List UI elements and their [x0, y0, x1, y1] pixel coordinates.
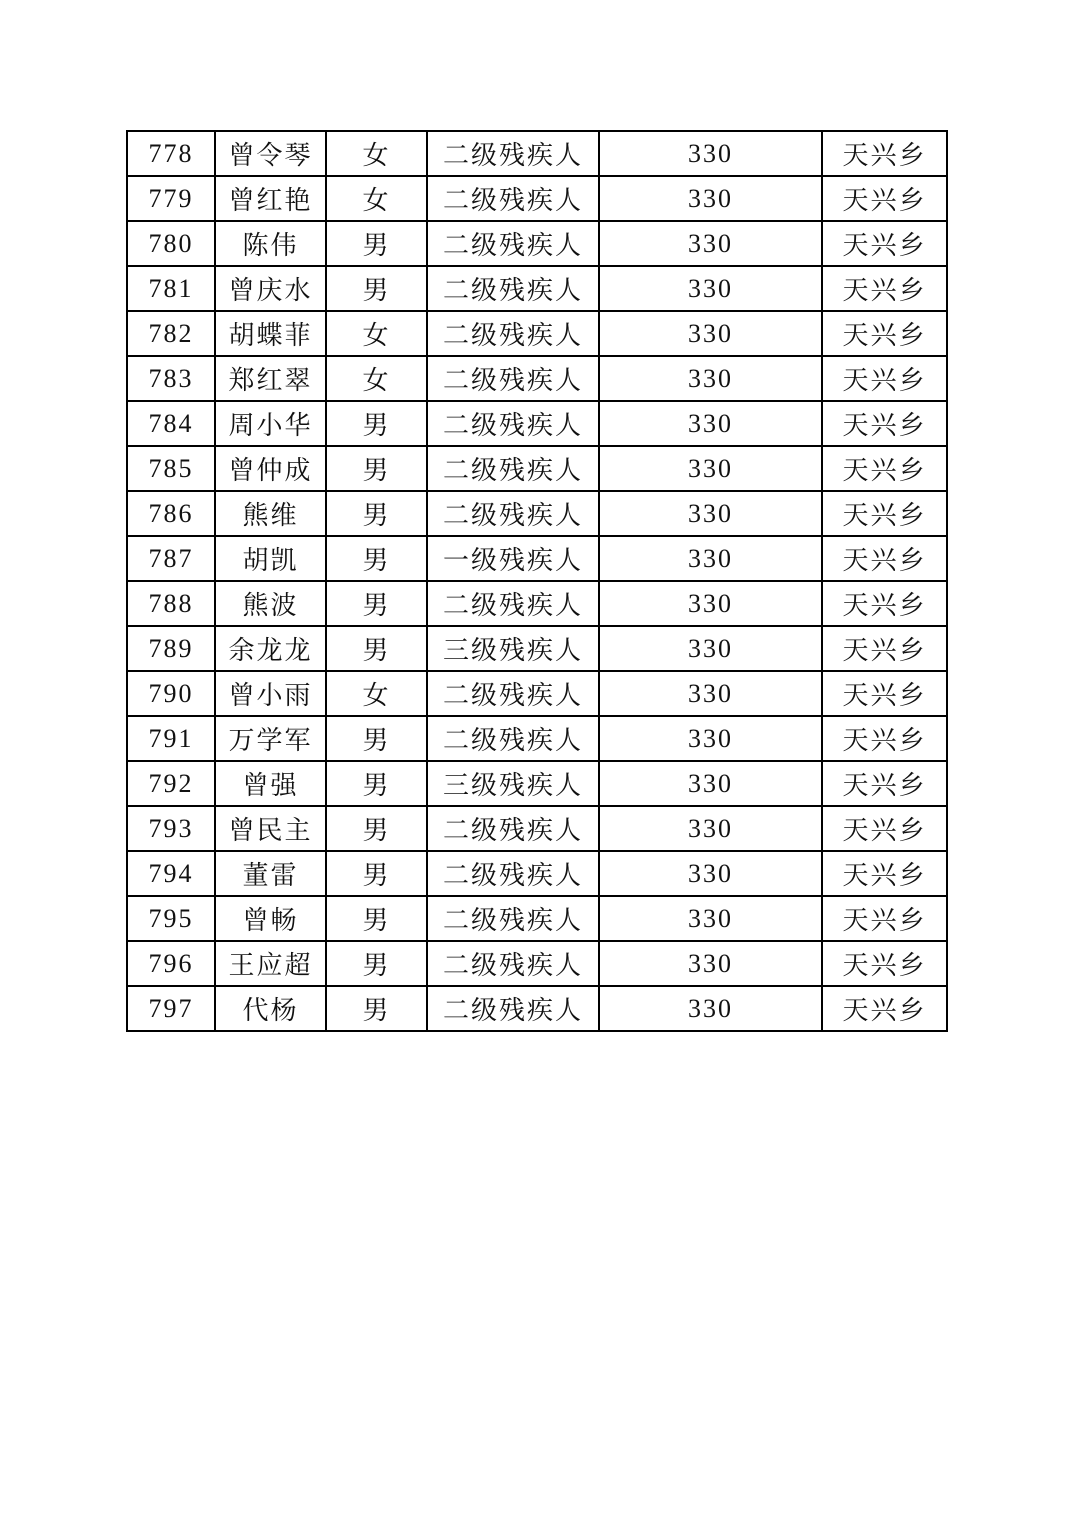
cell-gender: 男: [326, 716, 427, 761]
cell-serial-number: 796: [127, 941, 215, 986]
cell-name: 王应超: [215, 941, 326, 986]
cell-serial-number: 795: [127, 896, 215, 941]
table-row: [127, 761, 947, 806]
table-row: [127, 176, 947, 221]
cell-name: 曾民主: [215, 806, 326, 851]
cell-name: 郑红翠: [215, 356, 326, 401]
cell-township: 天兴乡: [822, 221, 947, 266]
cell-gender: 男: [326, 986, 427, 1031]
cell-gender: 男: [326, 806, 427, 851]
table-row: [127, 896, 947, 941]
cell-amount: 330: [599, 761, 822, 806]
cell-disability-level: 二级残疾人: [427, 401, 599, 446]
cell-name: 周小华: [215, 401, 326, 446]
cell-name: 陈伟: [215, 221, 326, 266]
cell-name: 曾仲成: [215, 446, 326, 491]
cell-disability-level: 二级残疾人: [427, 941, 599, 986]
table-row: [127, 671, 947, 716]
cell-name: 余龙龙: [215, 626, 326, 671]
cell-gender: 男: [326, 761, 427, 806]
cell-gender: 男: [326, 581, 427, 626]
cell-serial-number: 781: [127, 266, 215, 311]
cell-township: 天兴乡: [822, 761, 947, 806]
table-row: [127, 536, 947, 581]
cell-serial-number: 797: [127, 986, 215, 1031]
cell-disability-level: 一级残疾人: [427, 536, 599, 581]
table-row: [127, 401, 947, 446]
cell-disability-level: 二级残疾人: [427, 266, 599, 311]
table-body: [127, 131, 947, 1031]
cell-amount: 330: [599, 176, 822, 221]
table-row: [127, 311, 947, 356]
cell-serial-number: 787: [127, 536, 215, 581]
cell-gender: 男: [326, 401, 427, 446]
cell-name: 曾强: [215, 761, 326, 806]
cell-serial-number: 784: [127, 401, 215, 446]
cell-township: 天兴乡: [822, 986, 947, 1031]
cell-name: 胡凯: [215, 536, 326, 581]
cell-amount: 330: [599, 401, 822, 446]
cell-serial-number: 792: [127, 761, 215, 806]
cell-gender: 女: [326, 131, 427, 176]
table-row: [127, 221, 947, 266]
cell-gender: 男: [326, 941, 427, 986]
cell-amount: 330: [599, 581, 822, 626]
cell-serial-number: 794: [127, 851, 215, 896]
cell-name: 董雷: [215, 851, 326, 896]
table-row: [127, 266, 947, 311]
cell-township: 天兴乡: [822, 176, 947, 221]
cell-serial-number: 791: [127, 716, 215, 761]
cell-gender: 女: [326, 311, 427, 356]
cell-disability-level: 二级残疾人: [427, 491, 599, 536]
cell-disability-level: 二级残疾人: [427, 986, 599, 1031]
cell-amount: 330: [599, 851, 822, 896]
cell-township: 天兴乡: [822, 626, 947, 671]
cell-amount: 330: [599, 626, 822, 671]
cell-gender: 男: [326, 536, 427, 581]
cell-disability-level: 三级残疾人: [427, 626, 599, 671]
table-row: [127, 806, 947, 851]
cell-township: 天兴乡: [822, 401, 947, 446]
cell-gender: 男: [326, 446, 427, 491]
cell-amount: 330: [599, 446, 822, 491]
cell-serial-number: 790: [127, 671, 215, 716]
cell-gender: 女: [326, 356, 427, 401]
cell-amount: 330: [599, 221, 822, 266]
cell-serial-number: 783: [127, 356, 215, 401]
cell-township: 天兴乡: [822, 131, 947, 176]
cell-serial-number: 788: [127, 581, 215, 626]
cell-name: 曾庆水: [215, 266, 326, 311]
cell-amount: 330: [599, 896, 822, 941]
cell-township: 天兴乡: [822, 671, 947, 716]
table-row: [127, 941, 947, 986]
table-row: [127, 491, 947, 536]
cell-name: 曾畅: [215, 896, 326, 941]
cell-amount: 330: [599, 716, 822, 761]
cell-disability-level: 二级残疾人: [427, 356, 599, 401]
cell-amount: 330: [599, 491, 822, 536]
cell-amount: 330: [599, 671, 822, 716]
table-row: [127, 626, 947, 671]
cell-disability-level: 二级残疾人: [427, 176, 599, 221]
table-row: [127, 131, 947, 176]
cell-township: 天兴乡: [822, 536, 947, 581]
cell-amount: 330: [599, 311, 822, 356]
cell-amount: 330: [599, 941, 822, 986]
cell-disability-level: 二级残疾人: [427, 446, 599, 491]
cell-gender: 女: [326, 176, 427, 221]
cell-township: 天兴乡: [822, 491, 947, 536]
cell-gender: 男: [326, 626, 427, 671]
cell-amount: 330: [599, 266, 822, 311]
cell-disability-level: 二级残疾人: [427, 221, 599, 266]
cell-serial-number: 785: [127, 446, 215, 491]
cell-township: 天兴乡: [822, 311, 947, 356]
cell-disability-level: 二级残疾人: [427, 581, 599, 626]
cell-amount: 330: [599, 536, 822, 581]
cell-disability-level: 三级残疾人: [427, 761, 599, 806]
cell-gender: 男: [326, 491, 427, 536]
cell-township: 天兴乡: [822, 896, 947, 941]
cell-township: 天兴乡: [822, 716, 947, 761]
cell-disability-level: 二级残疾人: [427, 311, 599, 356]
cell-serial-number: 779: [127, 176, 215, 221]
cell-disability-level: 二级残疾人: [427, 851, 599, 896]
cell-name: 万学军: [215, 716, 326, 761]
cell-disability-level: 二级残疾人: [427, 896, 599, 941]
cell-name: 曾小雨: [215, 671, 326, 716]
cell-township: 天兴乡: [822, 941, 947, 986]
cell-disability-level: 二级残疾人: [427, 131, 599, 176]
cell-amount: 330: [599, 131, 822, 176]
table-row: [127, 851, 947, 896]
cell-amount: 330: [599, 806, 822, 851]
cell-disability-level: 二级残疾人: [427, 806, 599, 851]
cell-serial-number: 786: [127, 491, 215, 536]
cell-township: 天兴乡: [822, 806, 947, 851]
cell-name: 曾红艳: [215, 176, 326, 221]
cell-amount: 330: [599, 986, 822, 1031]
cell-serial-number: 789: [127, 626, 215, 671]
table-row: [127, 356, 947, 401]
cell-township: 天兴乡: [822, 851, 947, 896]
cell-serial-number: 778: [127, 131, 215, 176]
cell-gender: 男: [326, 221, 427, 266]
table-row: [127, 581, 947, 626]
cell-serial-number: 782: [127, 311, 215, 356]
cell-disability-level: 二级残疾人: [427, 716, 599, 761]
cell-name: 熊波: [215, 581, 326, 626]
cell-serial-number: 780: [127, 221, 215, 266]
table-row: [127, 446, 947, 491]
cell-amount: 330: [599, 356, 822, 401]
cell-gender: 男: [326, 851, 427, 896]
cell-serial-number: 793: [127, 806, 215, 851]
cell-township: 天兴乡: [822, 356, 947, 401]
cell-disability-level: 二级残疾人: [427, 671, 599, 716]
cell-gender: 男: [326, 896, 427, 941]
cell-gender: 男: [326, 266, 427, 311]
table-row: [127, 716, 947, 761]
cell-name: 曾令琴: [215, 131, 326, 176]
cell-township: 天兴乡: [822, 266, 947, 311]
cell-gender: 女: [326, 671, 427, 716]
table-row: [127, 986, 947, 1031]
cell-name: 熊维: [215, 491, 326, 536]
cell-township: 天兴乡: [822, 446, 947, 491]
cell-township: 天兴乡: [822, 581, 947, 626]
cell-name: 代杨: [215, 986, 326, 1031]
cell-name: 胡蝶菲: [215, 311, 326, 356]
disability-subsidy-table: [126, 130, 948, 1032]
